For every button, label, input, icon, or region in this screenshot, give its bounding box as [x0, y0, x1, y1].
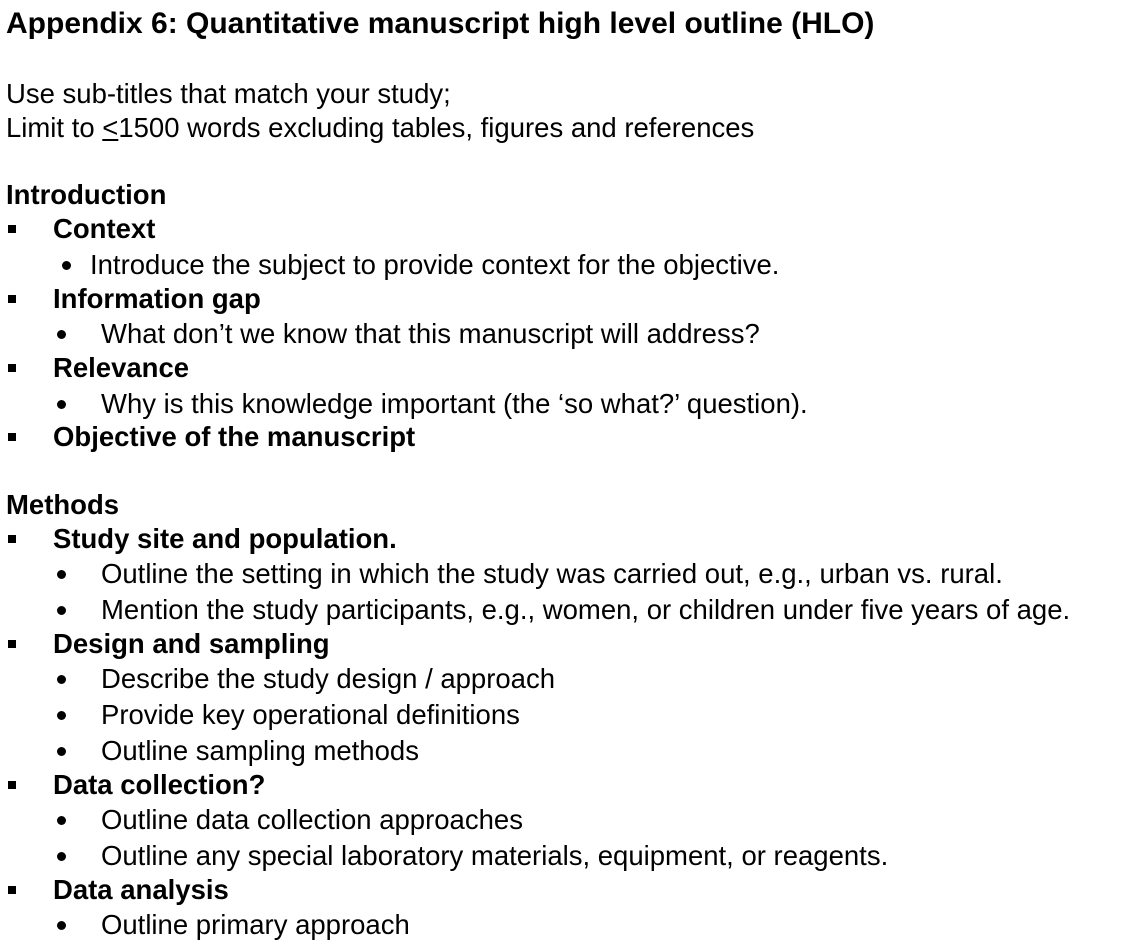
- outline-bullet-text: Outline primary approach: [101, 909, 410, 940]
- section-heading-introduction: Introduction: [6, 179, 167, 210]
- outline-bullet-text: Describe the study design / approach: [101, 663, 556, 694]
- outline-item-label: Data collection?: [53, 769, 266, 800]
- round-bullet-icon: [57, 675, 66, 684]
- outline-bullet-text: Provide key operational definitions: [101, 699, 520, 730]
- round-bullet-icon: [57, 400, 66, 409]
- outline-bullet-text: What don’t we know that this manuscript will address?: [101, 318, 760, 349]
- round-bullet-icon: [57, 747, 66, 756]
- round-bullet-icon: [62, 261, 71, 270]
- round-bullet-icon: [57, 921, 66, 930]
- square-bullet-icon: [8, 886, 16, 894]
- square-bullet-icon: [8, 640, 16, 648]
- outline-item-label: Study site and population.: [53, 523, 397, 554]
- outline-bullet-text: Outline sampling methods: [101, 735, 419, 766]
- outline-bullet-text: Mention the study participants, e.g., women, or children under five years of age.: [101, 594, 1071, 625]
- square-bullet-icon: [8, 225, 16, 233]
- document-title: Appendix 6: Quantitative manuscript high level outline (HLO): [6, 7, 875, 40]
- outline-bullet-text: Outline the setting in which the study was carried out, e.g., urban vs. rural.: [101, 558, 1003, 589]
- square-bullet-icon: [8, 433, 16, 441]
- square-bullet-icon: [8, 781, 16, 789]
- outline-bullet-text: Outline data collection approaches: [101, 804, 523, 835]
- round-bullet-icon: [57, 330, 66, 339]
- word-limit-symbol: <: [102, 112, 119, 143]
- outline-item-label: Context: [53, 213, 156, 244]
- outline-item-label: Information gap: [53, 283, 261, 314]
- intro-line-word-limit: [6, 112, 754, 144]
- intro-line-subtitles: Use sub-titles that match your study;: [6, 78, 451, 109]
- round-bullet-icon: [57, 711, 66, 720]
- round-bullet-icon: [57, 816, 66, 825]
- outline-bullet-text: Introduce the subject to provide context for the objective.: [90, 249, 780, 280]
- round-bullet-icon: [57, 852, 66, 861]
- word-limit-suffix: 1500 words excluding tables, figures and references: [118, 112, 755, 143]
- outline-item-label: Design and sampling: [53, 628, 330, 659]
- outline-item-label: Data analysis: [53, 874, 229, 905]
- outline-item-label: Relevance: [53, 352, 190, 383]
- square-bullet-icon: [8, 295, 16, 303]
- outline-bullet-text: Outline any special laboratory materials, equipment, or reagents.: [101, 840, 889, 871]
- round-bullet-icon: [57, 570, 66, 579]
- outline-item-label: Objective of the manuscript: [53, 421, 416, 452]
- section-heading-methods: Methods: [6, 489, 120, 520]
- outline-bullet-text: Why is this knowledge important (the ‘so what?’ question).: [101, 388, 808, 419]
- square-bullet-icon: [8, 535, 16, 543]
- word-limit-prefix: Limit to: [6, 112, 103, 143]
- round-bullet-icon: [57, 606, 66, 615]
- square-bullet-icon: [8, 364, 16, 372]
